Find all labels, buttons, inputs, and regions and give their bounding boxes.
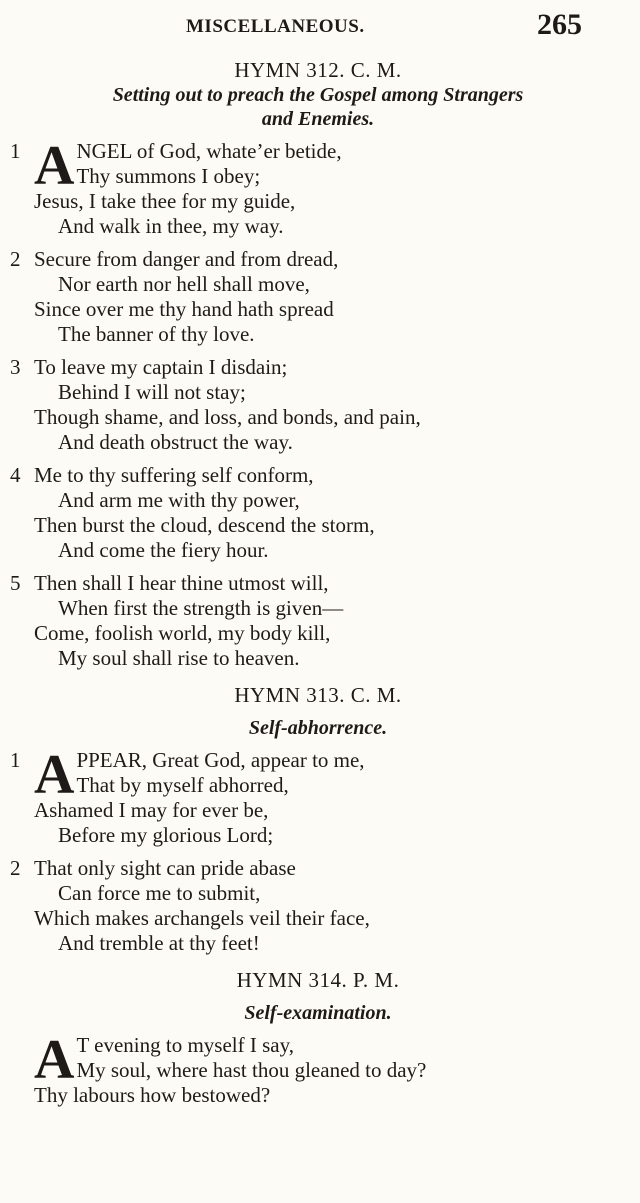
stanza-2 <box>8 856 628 956</box>
section-title: MISCELLANEOUS. <box>186 16 365 37</box>
verse-line: To leave my captain I disdain; <box>34 355 288 379</box>
stanza-4 <box>8 463 628 563</box>
stanza-number: 2 <box>10 247 21 271</box>
hymn-subtitle: Setting out to preach the Gospel among Strangers <box>112 84 524 106</box>
verse-line: Nor earth nor hell shall move, <box>58 272 310 296</box>
verse-line: NGEL of God, whate’er betide, <box>76 139 342 163</box>
hymn-title: HYMN 313. C. M. <box>234 683 402 707</box>
verse-line: My soul shall rise to heaven. <box>58 646 300 670</box>
drop-cap: A <box>34 744 75 806</box>
stanza-number: 5 <box>10 571 21 595</box>
verse-line: Come, foolish world, my body kill, <box>34 621 331 645</box>
verse-line: PPEAR, Great God, appear to me, <box>76 748 365 772</box>
verse-line: The banner of thy love. <box>58 322 255 346</box>
hymn-314 <box>8 968 628 1108</box>
verse-line: Me to thy suffering self conform, <box>34 463 314 487</box>
stanza-1 <box>8 1029 628 1108</box>
verse-line: When first the strength is given— <box>58 596 344 620</box>
verse-line: Ashamed I may for ever be, <box>34 798 269 822</box>
verse-line: And tremble at thy feet! <box>58 931 260 955</box>
stanza-number: 1 <box>10 748 21 772</box>
page-content <box>8 58 628 1108</box>
verse-line: Then burst the cloud, descend the storm, <box>34 513 375 537</box>
verse-line: And death obstruct the way. <box>58 430 293 454</box>
verse-line: Thy labours how bestowed? <box>34 1083 271 1107</box>
hymn-312 <box>8 58 628 671</box>
verse-line: T evening to myself I say, <box>76 1033 294 1057</box>
verse-line: Though shame, and loss, and bonds, and pain, <box>34 405 421 429</box>
stanza-number: 4 <box>10 463 21 487</box>
drop-cap: A <box>34 135 75 197</box>
hymn-subtitle: Self-abhorrence. <box>248 717 388 739</box>
stanza-number: 1 <box>10 139 21 163</box>
verse-line: And walk in thee, my way. <box>58 214 284 238</box>
verse-line: Can force me to submit, <box>58 881 261 905</box>
stanza-3 <box>8 355 628 455</box>
verse-line: Before my glorious Lord; <box>58 823 274 847</box>
hymn-title: HYMN 314. P. M. <box>236 968 400 992</box>
verse-line: Then shall I hear thine utmost will, <box>34 571 329 595</box>
hymn-title: HYMN 312. C. M. <box>234 58 402 82</box>
verse-line: Which makes archangels veil their face, <box>34 906 370 930</box>
page-number: 265 <box>537 8 582 41</box>
verse-line: And come the fiery hour. <box>58 538 269 562</box>
verse-line: Since over me thy hand hath spread <box>34 297 334 321</box>
verse-line: And arm me with thy power, <box>58 488 300 512</box>
stanza-2 <box>8 247 628 347</box>
verse-line: That by myself abhorred, <box>76 773 289 797</box>
drop-cap: A <box>34 1029 75 1091</box>
hymn-subtitle-continued: and Enemies. <box>261 108 375 130</box>
hymn-313 <box>8 683 628 956</box>
verse-line: Secure from danger and from dread, <box>34 247 339 271</box>
verse-line: My soul, where hast thou gleaned to day? <box>76 1058 427 1082</box>
stanza-5 <box>8 571 628 671</box>
hymn-subtitle: Self-examination. <box>244 1002 392 1024</box>
verse-line: That only sight can pride abase <box>34 856 296 880</box>
stanza-number: 3 <box>10 355 21 379</box>
verse-line: Jesus, I take thee for my guide, <box>34 189 296 213</box>
verse-line: Behind I will not stay; <box>58 380 246 404</box>
verse-line: Thy summons I obey; <box>76 164 261 188</box>
stanza-1 <box>8 744 628 848</box>
running-head <box>0 8 640 44</box>
stanza-number: 2 <box>10 856 21 880</box>
stanza-1 <box>8 135 628 239</box>
